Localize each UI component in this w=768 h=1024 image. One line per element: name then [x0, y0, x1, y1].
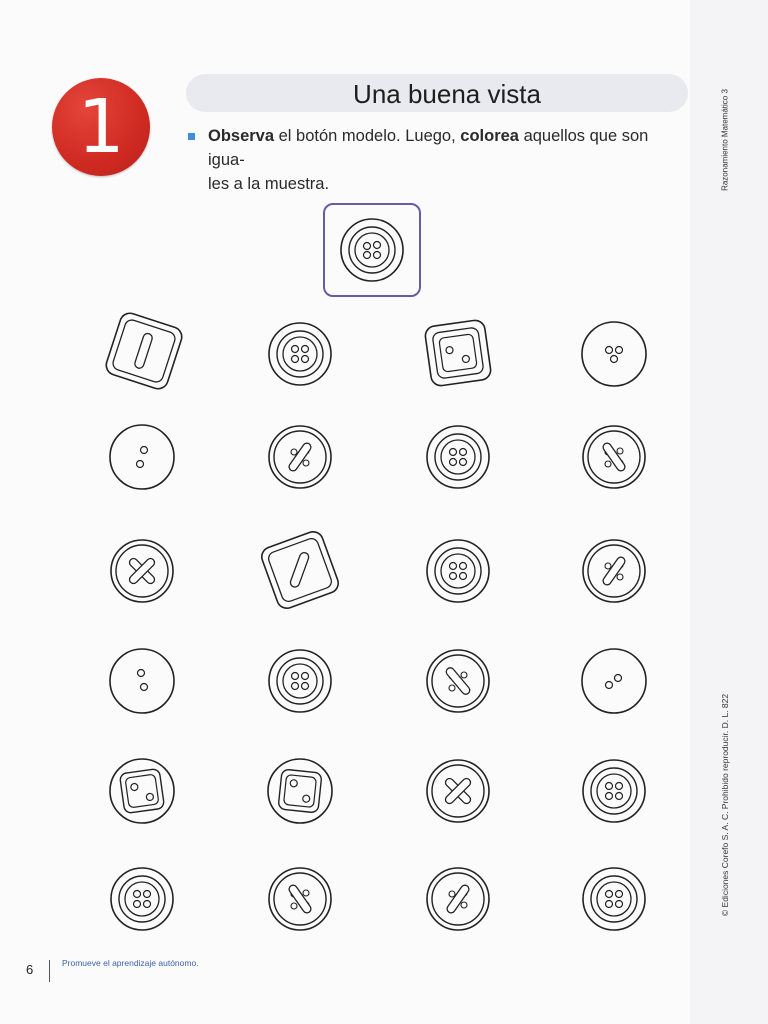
button-square-two-holes	[418, 313, 498, 393]
button-plain-two-holes	[576, 643, 652, 719]
side-book-title-text: Razonamiento Matemático 3	[720, 89, 730, 191]
button-round-stitched	[262, 861, 338, 937]
instruction-span-1: el botón modelo. Luego,	[274, 127, 461, 145]
footer-motto: Promueve el aprendizaje autónomo.	[62, 958, 199, 968]
button-round-cross-stitch	[104, 533, 180, 609]
side-copyright-text: © Ediciones Corefo S. A. C. Prohibido reproducir. D. L. 822	[720, 693, 730, 917]
button-square-slot	[252, 522, 348, 618]
instruction-verb-colorea: colorea	[460, 127, 519, 145]
button-round-stitched	[262, 419, 338, 495]
instruction-text	[208, 124, 688, 196]
button-round-four-holes	[104, 861, 180, 937]
button-round-four-holes	[262, 316, 338, 392]
button-round-four-holes	[576, 861, 652, 937]
button-round-square-two-holes	[104, 753, 180, 829]
model-button	[322, 202, 422, 298]
instruction	[188, 124, 688, 196]
page-number: 6	[26, 962, 34, 977]
bullet-icon	[188, 133, 195, 140]
button-round-stitched	[576, 533, 652, 609]
side-copyright	[705, 680, 745, 930]
button-round-stitched	[420, 861, 496, 937]
title-bar	[186, 74, 688, 112]
side-book-title	[705, 60, 745, 220]
button-round-stitched	[576, 419, 652, 495]
button-round-cross-stitch	[420, 753, 496, 829]
instruction-span-2: aquellos que son igua-	[208, 127, 649, 169]
button-round-four-holes	[420, 533, 496, 609]
page-title: Una buena vista	[353, 79, 541, 109]
lesson-number: 1	[77, 84, 125, 170]
button-square-slot	[96, 303, 192, 399]
button-round-four-holes	[262, 643, 338, 719]
button-round-square-two-holes	[262, 753, 338, 829]
button-round-four-holes	[576, 753, 652, 829]
button-plain-two-holes	[104, 643, 180, 719]
footer-divider	[49, 960, 50, 982]
instruction-verb-observa: Observa	[208, 127, 275, 145]
button-round-stitched	[420, 643, 496, 719]
instruction-line-2: les a la muestra.	[208, 175, 330, 193]
lesson-number-badge	[52, 78, 150, 176]
button-plain-two-holes	[104, 419, 180, 495]
button-round-four-holes	[420, 419, 496, 495]
button-plain-three-holes	[576, 316, 652, 392]
